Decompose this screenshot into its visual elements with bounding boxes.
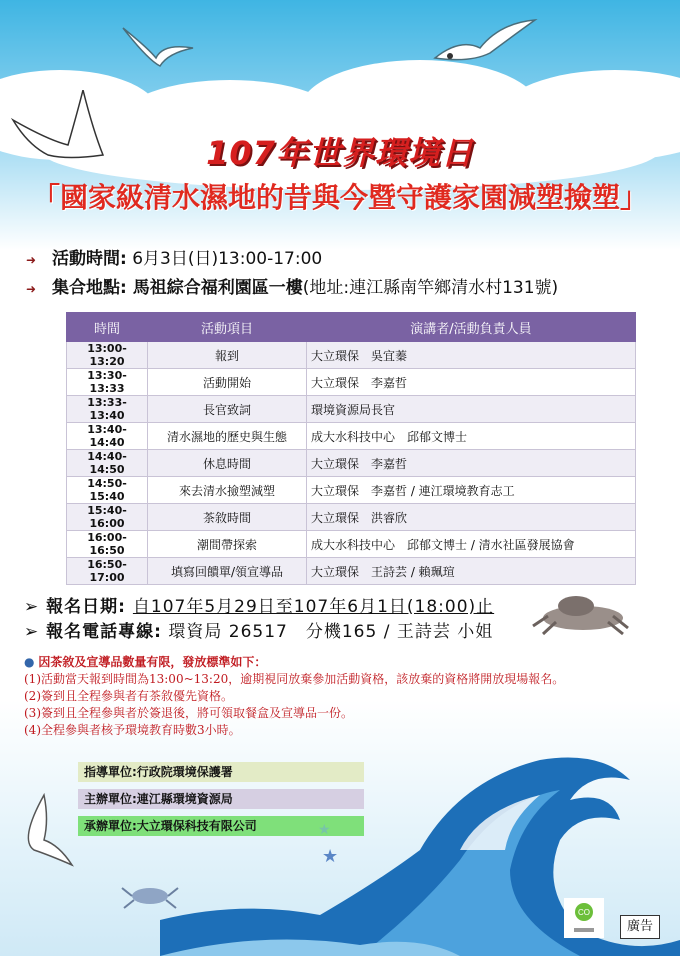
crab-icon — [528, 586, 638, 636]
logo-icon — [564, 898, 604, 938]
header-activity: 活動項目 — [148, 313, 307, 342]
cell-speaker: 成大水科技中心 邱郁文博士 / 清水社區發展協會 — [307, 531, 636, 558]
star-icon: ★ — [322, 846, 339, 867]
cell-activity: 清水濕地的歷史與生態 — [148, 423, 307, 450]
page-title-main: 「國家級清水濕地的昔與今暨守護家園減塑撿塑」 — [31, 181, 648, 214]
info-time-label: 活動時間: — [51, 249, 127, 269]
cell-time: 16:50-17:00 — [67, 558, 148, 585]
cell-time: 14:40-14:50 — [67, 450, 148, 477]
cell-speaker: 大立環保 吳宜蓁 — [307, 342, 636, 369]
ad-label: 廣告 — [620, 915, 660, 939]
unit-organizer: 承辦單位:大立環保科技有限公司 — [78, 816, 364, 836]
cell-time: 14:50-15:40 — [67, 477, 148, 504]
crab-icon — [120, 880, 180, 910]
cell-activity: 來去清水撿塑減塑 — [148, 477, 307, 504]
arrowhead-icon: ➢ — [24, 597, 40, 617]
cell-speaker: 大立環保 洪睿欣 — [307, 504, 636, 531]
cell-speaker: 大立環保 李嘉哲 — [307, 450, 636, 477]
cell-activity: 潮間帶探索 — [148, 531, 307, 558]
table-row — [67, 342, 636, 369]
globe-icon: ● — [24, 655, 35, 669]
note-item: (4)全程參與者核予環境教育時數3小時。 — [24, 723, 241, 737]
seagull-icon — [14, 790, 74, 870]
table-row — [67, 558, 636, 585]
cell-activity: 茶敘時間 — [148, 504, 307, 531]
seagull-icon — [118, 18, 198, 78]
table-row — [67, 504, 636, 531]
cell-time: 13:00-13:20 — [67, 342, 148, 369]
table-row — [67, 531, 636, 558]
table-row — [67, 396, 636, 423]
registration-date-label: 報名日期: — [46, 597, 126, 617]
table-row — [67, 477, 636, 504]
arrowhead-icon: ➢ — [24, 622, 40, 642]
header-speaker: 演講者/活動負責人員 — [307, 313, 636, 342]
unit-guide: 指導單位:行政院環境保護署 — [78, 762, 364, 782]
bullet-arrow-icon: ➜ — [26, 282, 37, 296]
cell-time: 15:40-16:00 — [67, 504, 148, 531]
cell-time: 13:33-13:40 — [67, 396, 148, 423]
cell-speaker: 大立環保 李嘉哲 — [307, 369, 636, 396]
info-place — [26, 273, 558, 298]
info-place-value: 馬祖綜合福利園區一樓 — [126, 278, 303, 298]
seagull-icon — [430, 18, 540, 73]
cell-time: 13:40-14:40 — [67, 423, 148, 450]
table-row — [67, 450, 636, 477]
registration-phone-label: 報名電話專線: — [46, 622, 162, 642]
note-item: (1)活動當天報到時間為13:00~13:20，逾期視同放棄參加活動資格，該放棄的資格將開放現場報名。 — [24, 672, 565, 686]
cell-activity: 休息時間 — [148, 450, 307, 477]
cell-speaker: 大立環保 王詩芸 / 賴珮瑄 — [307, 558, 636, 585]
unit-host: 主辦單位:連江縣環境資源局 — [78, 789, 364, 809]
registration-phone — [24, 617, 493, 642]
cell-activity: 填寫回饋單/領宣導品 — [148, 558, 307, 585]
table-header-row — [67, 313, 636, 342]
notes-head — [24, 654, 564, 671]
schedule-table — [66, 312, 636, 585]
cell-time: 13:30-13:33 — [67, 369, 148, 396]
notes-head-text: 因茶敘及宣導品數量有限，發放標準如下： — [38, 655, 267, 669]
info-place-address: (地址:連江縣南竿鄉清水村131號) — [302, 278, 559, 298]
header-time: 時間 — [67, 313, 148, 342]
note-item: (2)簽到且全程參與者有茶敘優先資格。 — [24, 689, 233, 703]
info-place-label: 集合地點: — [51, 278, 127, 298]
bullet-arrow-icon: ➜ — [26, 253, 37, 267]
page-title-year: 107年世界環境日 — [206, 134, 474, 172]
cell-speaker: 環境資源局長官 — [307, 396, 636, 423]
registration-date — [24, 592, 494, 617]
info-time — [26, 244, 322, 269]
table-row — [67, 423, 636, 450]
cell-activity: 長官致詞 — [148, 396, 307, 423]
star-icon: ★ — [318, 822, 331, 838]
cell-activity: 活動開始 — [148, 369, 307, 396]
cell-time: 16:00-16:50 — [67, 531, 148, 558]
registration-phone-value: 環資局 26517 分機165 / 王詩芸 小姐 — [161, 622, 494, 642]
registration-date-value: 自107年5月29日至107年6月1日(18:00)止 — [132, 597, 495, 617]
cell-speaker: 大立環保 李嘉哲 / 連江環境教育志工 — [307, 477, 636, 504]
table-row — [67, 369, 636, 396]
svg-text:CO: CO — [578, 908, 590, 917]
cell-speaker: 成大水科技中心 邱郁文博士 — [307, 423, 636, 450]
info-time-value: 6月3日(日)13:00-17:00 — [126, 249, 323, 269]
note-item: (3)簽到且全程參與者於簽退後，將可領取餐盒及宣導品一份。 — [24, 706, 354, 720]
cell-activity: 報到 — [148, 342, 307, 369]
